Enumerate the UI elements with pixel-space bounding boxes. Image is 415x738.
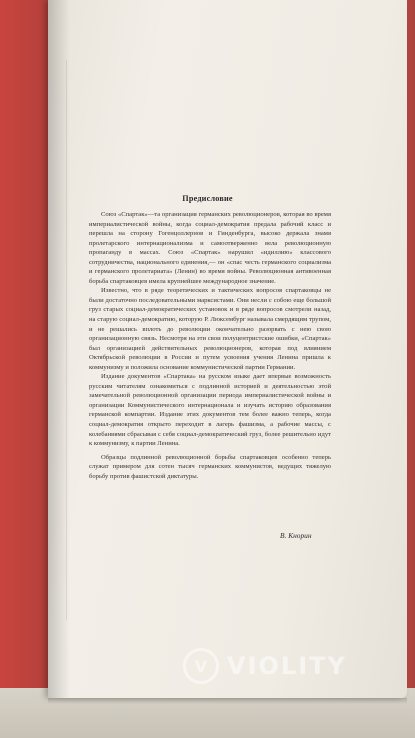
paragraph: Известно, что в ряде теоретических и тактических вопросов спартаковцы не были достаточно последовательными марксистами. Они несли с собою еще большой груз старых социал-демократических установок и в ряде вопросов смотрели назад, на старую социал-демократию, которую Р. Люксембург называла смердящим трупом, и не решались вплоть до революции окончательно разорвать с нею свою организационную связь. Несмотря на эти свои полуцентристские ошибки, «Спартак» был организацией действительных революционеров, которая под влиянием Октябрьской революции в России и путем усвоения учения Ленина пришла к коммунизму и положила основание коммунистической партии Германии.: [89, 287, 331, 371]
paragraph: Образцы подлинной революционной борьбы спартаковцев особенно теперь служат примером для сотен тысяч германских коммунистов, ведущих тяжелую борьбу против фашистской диктатуры.: [89, 453, 331, 480]
watermark-logo-letter: V: [194, 656, 208, 676]
body-text: [89, 210, 331, 481]
author-signature: В. Кнорин: [280, 531, 312, 540]
page-bottom-shadow: [48, 698, 407, 704]
watermark-logo-icon: [183, 648, 219, 684]
page-gutter-shadow: [48, 0, 70, 698]
page-title: Предисловие: [182, 194, 233, 203]
paragraph: Союз «Спартак»—та организация германских революционеров, которая во время империалистической войны, когда социал-демократия предала рабочий класс и перешла на сторону Гогенцоллернов и Гинденбурга, высоко держала знамя пролетарского интернационализма и самоотверженно вела революционную пропаганду в массах. Союз «Спартак» нарушил «идиллию» классового сотрудничества, национального единения,— он «спас честь германского социализма и германского пролетариата» (Ленин) во время войны. Революционная антивоенная борьба спартаковцев имела крупнейшее международное значение.: [89, 211, 331, 285]
paragraph: Издание документов «Спартака» на русском языке дает впервые возможность русским читателям ознакомиться с подлинной историей и деятельностью этой замечательной революционной организации периода империалистической войны и организации Коммунистического интернационала и изучать историю образования германской компартии. Издание этих документов тем более важно теперь, когда социал-демократия открыто переходит в лагерь фашизма, а рабочие массы, с колебаниями сбрасывая с себя социал-демократический груз, более решительно идут к коммунизму, к партии Ленина.: [89, 373, 331, 448]
watermark: [183, 648, 347, 684]
watermark-text: VIOLITY: [227, 652, 347, 680]
